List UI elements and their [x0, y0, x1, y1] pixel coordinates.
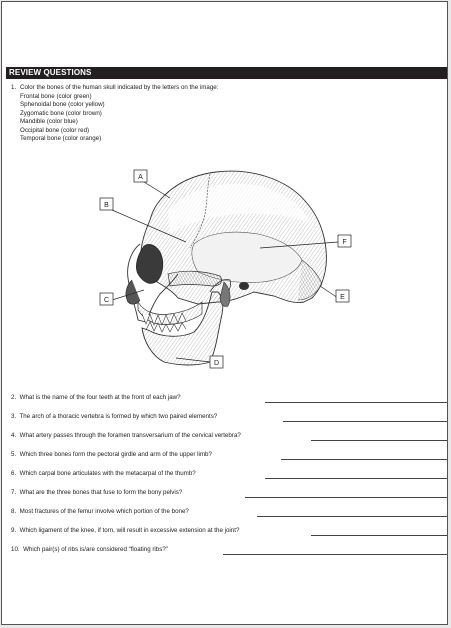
question-text: Color the bones of the human skull indicated by the letters on the image: — [20, 84, 219, 91]
answer-line[interactable] — [283, 421, 447, 422]
question-item — [11, 487, 447, 506]
label-d — [210, 356, 223, 368]
answer-line[interactable] — [311, 440, 447, 441]
question-prompt: Which carpal bone articulates with the metacarpal of the thumb? — [19, 470, 196, 477]
label-b-text: B — [104, 202, 109, 209]
question-prompt: What artery passes through the foramen transversarium of the cervical vertebra? — [19, 432, 241, 439]
question-number: 4. — [11, 432, 17, 439]
skull-illustration — [98, 162, 368, 377]
answer-line[interactable] — [311, 535, 447, 536]
question-number: 9. — [11, 527, 17, 534]
bone-item: Temporal bone (color orange) — [20, 135, 102, 143]
question-1 — [11, 84, 218, 92]
answer-line[interactable] — [245, 497, 447, 498]
label-c — [100, 293, 113, 305]
question-prompt: Which three bones form the pectoral girdle and arm of the upper limb? — [19, 451, 212, 458]
answer-line[interactable] — [223, 554, 447, 555]
question-text — [11, 546, 168, 553]
question-item — [11, 430, 447, 449]
skull-drawing — [126, 171, 326, 365]
question-text — [11, 470, 196, 477]
question-prompt: Which ligament of the knee, if torn, will result in excessive extension at the joint? — [19, 527, 240, 534]
question-item — [11, 525, 447, 544]
label-e-text: E — [340, 294, 345, 301]
question-item — [11, 544, 447, 563]
label-e — [336, 290, 349, 302]
label-d-text: D — [213, 360, 220, 367]
label-c-text: C — [103, 297, 110, 304]
question-number: 1. — [11, 84, 17, 91]
question-number: 5. — [11, 451, 17, 458]
question-number: 2. — [11, 394, 17, 401]
bone-item: Mandible (color blue) — [20, 118, 78, 126]
question-text — [11, 432, 241, 439]
question-number: 10. — [11, 546, 20, 553]
question-text — [11, 489, 182, 496]
question-prompt: Which pair(s) of ribs is/are considered “floating ribs?” — [23, 546, 168, 553]
question-number: 8. — [11, 508, 17, 515]
bone-item: Sphenoidal bone (color yellow) — [20, 101, 105, 109]
question-prompt: What are the three bones that fuse to form the bony pelvis? — [19, 489, 183, 496]
question-item — [11, 506, 447, 525]
label-b — [100, 198, 113, 210]
question-item — [11, 392, 447, 411]
question-prompt: Most fractures of the femur involve which portion of the bone? — [19, 508, 189, 515]
question-text — [11, 413, 217, 420]
question-number: 7. — [11, 489, 17, 496]
question-number: 6. — [11, 470, 17, 477]
bone-list — [20, 93, 105, 143]
label-a-text: A — [138, 174, 143, 181]
question-number: 3. — [11, 413, 17, 420]
worksheet-page — [1, 1, 448, 625]
answer-line[interactable] — [265, 402, 447, 403]
question-text — [11, 527, 239, 534]
bone-item: Occipital bone (color red) — [20, 126, 90, 134]
answer-line[interactable] — [265, 478, 447, 479]
section-header: REVIEW QUESTIONS — [6, 67, 447, 79]
question-text — [11, 394, 181, 401]
answer-line[interactable] — [281, 459, 447, 460]
question-prompt: What is the name of the four teeth at the front of each jaw? — [19, 394, 181, 401]
question-text — [11, 451, 212, 458]
label-f — [338, 235, 351, 247]
label-f-text: F — [342, 239, 347, 246]
answer-line[interactable] — [257, 516, 447, 517]
label-a — [134, 170, 147, 182]
question-item — [11, 411, 447, 430]
question-item — [11, 468, 447, 487]
bone-item: Frontal bone (color green) — [20, 93, 92, 100]
question-item — [11, 449, 447, 468]
bone-item: Zygomatic bone (color brown) — [20, 109, 102, 117]
question-list — [11, 392, 447, 563]
question-text — [11, 508, 189, 515]
question-prompt: The arch of a thoracic vertebra is formed by which two paired elements? — [19, 413, 218, 420]
